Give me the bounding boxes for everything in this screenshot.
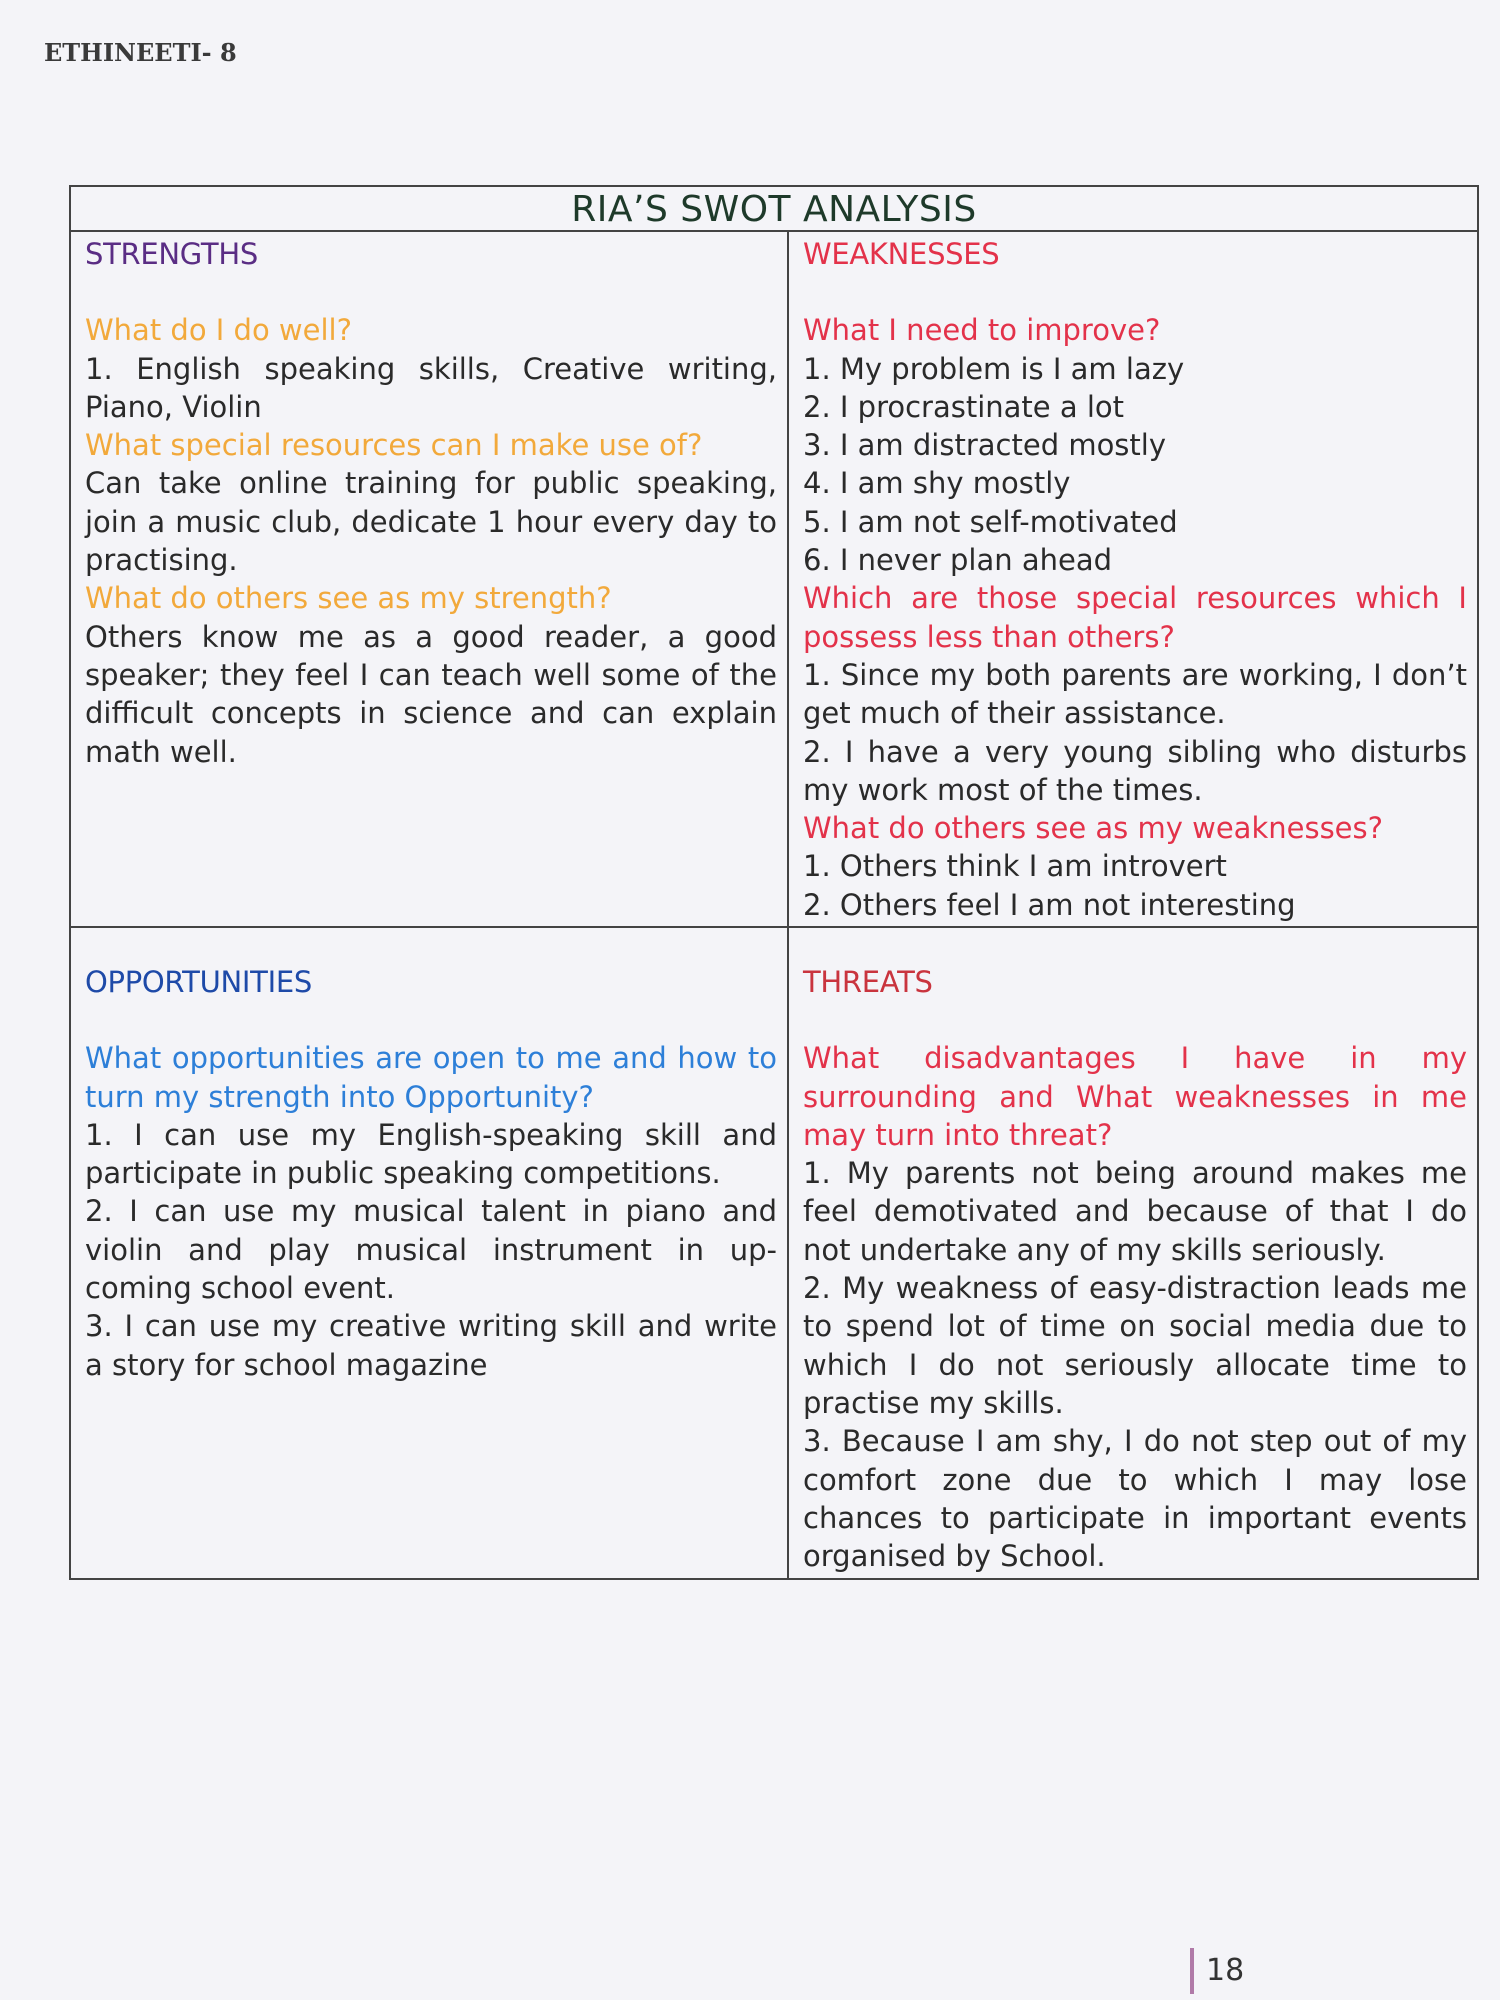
weaknesses-question-3: What do others see as my weaknesses? (803, 811, 1384, 846)
list-item: 2. I procrastinate a lot (803, 389, 1125, 424)
weaknesses-question-1: What I need to improve? (803, 313, 1161, 348)
opportunities-question-1: What opportunities are open to me and how to turn my strength into Opportunity? (85, 1041, 777, 1114)
list-item: 4. I am shy mostly (803, 466, 1071, 501)
strengths-quadrant (85, 235, 777, 771)
threats-question-1: What disadvantages I have in my surrounding and What weaknesses in me may turn into threat? (803, 1041, 1467, 1152)
opportunities-title: OPPORTUNITIES (85, 965, 312, 999)
weaknesses-quadrant (803, 235, 1467, 924)
strengths-question-3: What do others see as my strength? (85, 581, 612, 616)
weaknesses-title: WEAKNESSES (803, 237, 1000, 271)
list-item: 3. Because I am shy, I do not step out of my comfort zone due to which I may lose chances to participate in important events organised by School. (803, 1424, 1467, 1574)
list-item: 3. I can use my creative writing skill and write a story for school magazine (85, 1309, 777, 1382)
book-label: ETHINEETI- 8 (44, 38, 237, 67)
list-item: 5. I am not self-motivated (803, 504, 1178, 539)
strengths-question-2: What special resources can I make use of? (85, 428, 703, 463)
row-divider (71, 926, 1477, 928)
strengths-title: STRENGTHS (85, 237, 258, 271)
page-number: 18 (1190, 1948, 1244, 1994)
list-item: 3. I am distracted mostly (803, 428, 1167, 463)
weaknesses-question-2: Which are those special resources which I possess less than others? (803, 581, 1467, 654)
list-item: 2. I have a very young sibling who disturbs my work most of the times. (803, 734, 1467, 807)
list-item: 2. I can use my musical talent in piano and violin and play musical instrument in up-coming school event. (85, 1194, 777, 1306)
strengths-answer-2: Can take online training for public speaking, join a music club, dedicate 1 hour every day to practising. (85, 466, 777, 578)
strengths-answer-3: Others know me as a good reader, a good speaker; they feel I can teach well some of the difficult concepts in science and can explain math well. (85, 619, 777, 769)
strengths-question-1: What do I do well? (85, 313, 352, 348)
list-item: 1. My problem is I am lazy (803, 351, 1185, 386)
strengths-answer-1: 1. English speaking skills, Creative writing, Piano, Violin (85, 351, 777, 424)
table-title: RIA’S SWOT ANALYSIS (71, 187, 1477, 232)
list-item: 2. My weakness of easy-distraction leads me to spend lot of time on social media due to which I do not seriously allocate time to practise my skills. (803, 1271, 1467, 1420)
opportunities-quadrant (85, 963, 777, 1384)
threats-quadrant (803, 963, 1467, 1575)
swot-table (69, 185, 1479, 1580)
list-item: 1. I can use my English-speaking skill and participate in public speaking competitions. (85, 1117, 777, 1191)
column-divider (787, 232, 789, 1580)
list-item: 1. My parents not being around makes me feel demotivated and because of that I do not undertake any of my skills seriously. (803, 1156, 1467, 1267)
list-item: 6. I never plan ahead (803, 543, 1113, 578)
threats-title: THREATS (803, 965, 933, 999)
list-item: 1. Since my both parents are working, I don’t get much of their assistance. (803, 657, 1467, 731)
list-item: 2. Others feel I am not interesting (803, 887, 1296, 922)
list-item: 1. Others think I am introvert (803, 849, 1227, 884)
